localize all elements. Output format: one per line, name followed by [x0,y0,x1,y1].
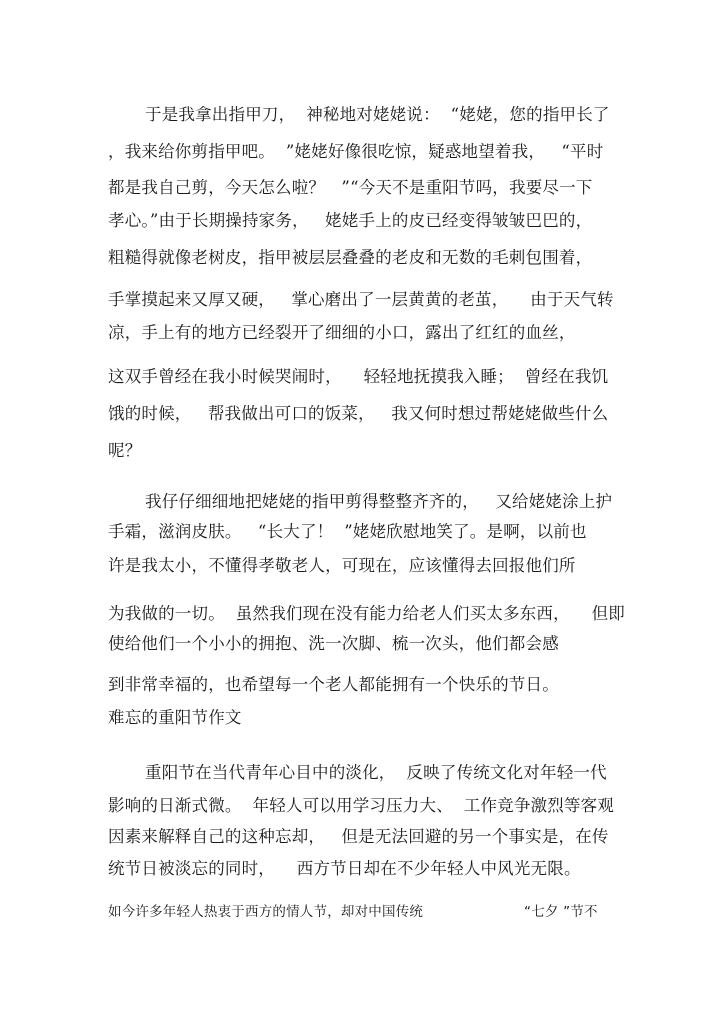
text-line-right: “七夕 ”节不 [524,904,598,920]
text-line: 许是我太小，不懂得孝敬老人，可现在，应该懂得去回报他们所 [108,556,576,575]
text-line: 这双手曾经在我小时候哭闹时， 轻轻地抚摸我入睡； 曾经在我饥 [108,367,609,386]
text-line: 到非常幸福的，也希望每一个老人都能拥有一个快乐的节日。 [108,675,559,694]
text-line: 于是我拿出指甲刀， 神秘地对姥姥说： “姥姥，您的指甲长了 [145,105,610,124]
text-line: 都是我自己剪，今天怎么啦？ ”“今天不是重阳节吗，我要尽一下 [108,178,593,197]
text-line: 影响的日渐式微。 年轻人可以用学习压力大、 工作竞争激烈等客观 [108,796,615,815]
section-title: 难忘的重阳节作文 [108,708,242,727]
text-line: 使给他们一个小小的拥抱、洗一次脚、梳一次头，他们都会感 [108,634,559,653]
text-line: 因素来解释自己的这种忘却， 但是无法回避的另一个事实是，在传 [108,827,609,846]
text-line: 手掌摸起来又厚又硬， 掌心磨出了一层黄黄的老茧， 由于天气转 [108,290,614,309]
text-line: 我仔仔细细地把姥姥的指甲剪得整整齐齐的， 又给姥姥涂上护 [145,492,613,511]
text-line: 饿的时候， 帮我做出可口的饭菜， 我又何时想过帮姥姥做些什么 [108,404,609,423]
text-line-left: 如今许多年轻人热衷于西方的情人节，却对中国传统 [108,904,424,920]
text-line: 呢？ [108,441,142,460]
text-line: 凉，手上有的地方已经裂开了细细的小口，露出了红红的血丝， [108,323,576,342]
text-line: ，我来给你剪指甲吧。 ”姥姥好像很吃惊，疑惑地望着我， “平时 [108,142,604,161]
text-line: 粗糙得就像老树皮，指甲被层层叠叠的老皮和无数的毛刺包围着， [108,248,593,267]
text-line: 为我做的一切。 虽然我们现在没有能力给老人们买太多东西， 但即 [108,604,625,623]
text-line: 重阳节在当代青年心目中的淡化， 反映了传统文化对年轻一代 [145,763,607,782]
text-line: 手霜，滋润皮肤。 “长大了！ ”姥姥欣慰地笑了。是啊，以前也 [108,522,587,541]
text-line: 统节日被淡忘的同时， 西方节日却在不少年轻人中风光无限。 [108,859,581,878]
text-line: 孝心。”由于长期操持家务， 姥姥手上的皮已经变得皱皱巴巴的， [108,211,593,230]
